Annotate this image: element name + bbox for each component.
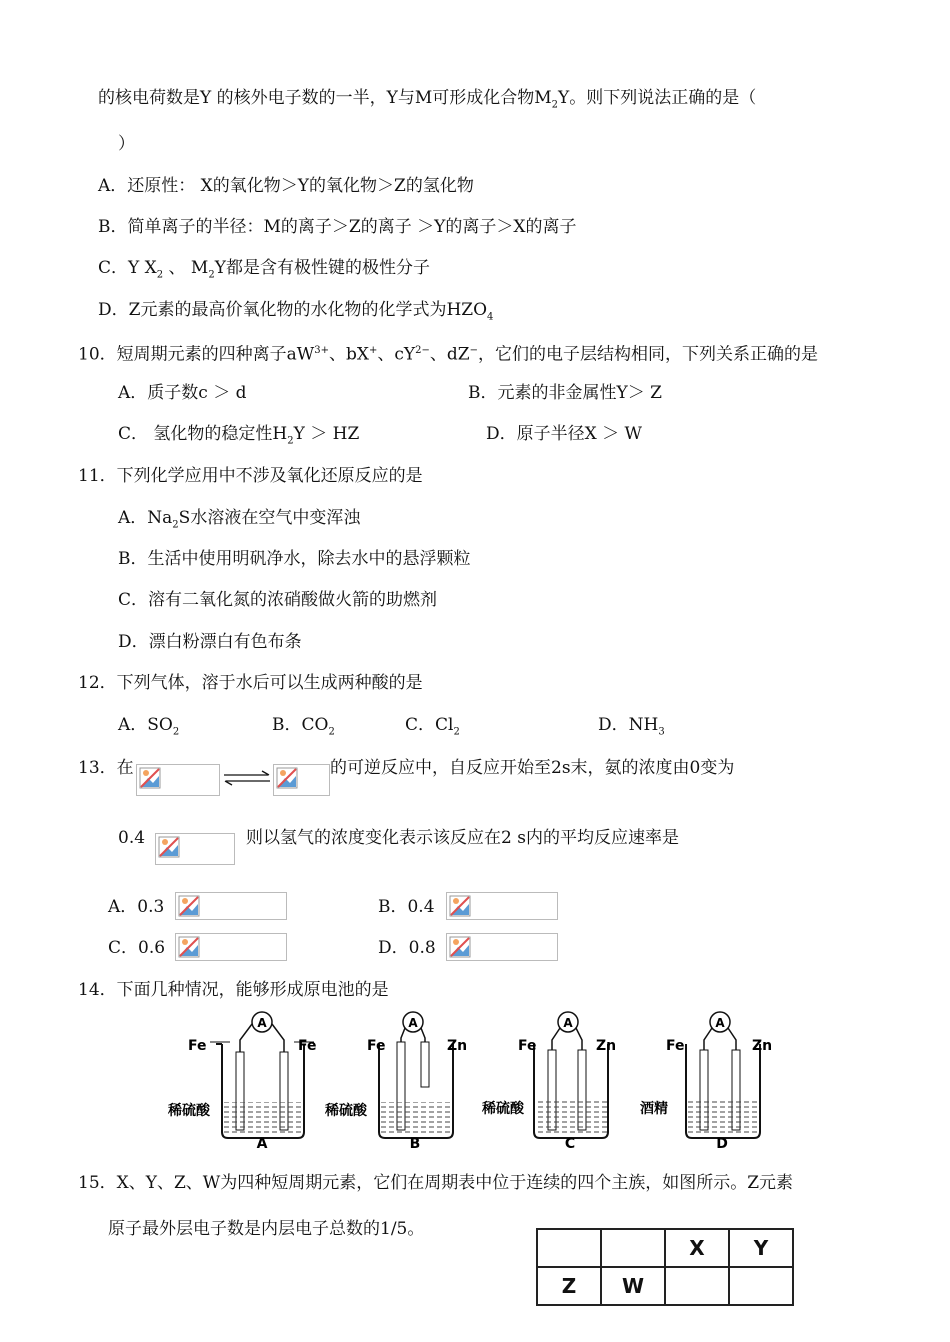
q10-option-a: A．质子数c ＞ d [118, 383, 247, 403]
figure-a-meter: A [257, 1016, 267, 1030]
q13-pre: 在 [116, 758, 134, 778]
q11-opta-end: S水溶液在空气中变浑浊 [178, 508, 361, 528]
figure-d-letter: D [716, 1136, 728, 1150]
q10-sup-d: − [469, 345, 478, 356]
q9-stem-sub: 2 [551, 99, 559, 111]
q12-optd-sub: 3 [658, 726, 665, 738]
table-cell [537, 1229, 601, 1267]
q9-option-b: B．简单离子的半径：M的离子＞Z的离子 ＞Y的离子＞X的离子 [98, 217, 577, 237]
q9-stem-text: 的核电荷数是Y 的核外电子数的一半，Y与M可形成化合物M [98, 88, 552, 108]
q10-sup-c: 2− [415, 345, 430, 356]
figure-b-liquid: 稀硫酸 [325, 1103, 367, 1119]
q9-optc-sub1: 2 [156, 269, 164, 281]
figure-d-right-electrode: Zn [752, 1038, 773, 1054]
q10-sup-b: + [369, 345, 378, 356]
q10-option-b: B．元素的非金属性Y＞ Z [468, 383, 662, 403]
q14-number: 14． [78, 980, 117, 1000]
q12-option-b [272, 714, 335, 743]
broken-image-icon [155, 833, 235, 865]
figure-a-letter: A [256, 1136, 268, 1150]
q11-option-a [118, 507, 360, 536]
periodic-table-fragment [536, 1228, 794, 1306]
table-cell: X [665, 1229, 729, 1267]
q12-optd-text: D．NH [598, 715, 659, 735]
q11-opta-pre: A．Na [118, 508, 173, 528]
q10-option-c [118, 423, 359, 452]
figure-c-letter: C [564, 1136, 576, 1150]
q11-option-b: B．生活中使用明矾净水，除去水中的悬浮颗粒 [118, 549, 471, 569]
q12-option-a [118, 714, 179, 743]
q10-stem-end: ，它们的电子层结构相同，下列关系正确的是 [477, 344, 818, 365]
q14-stem-text: 下面几种情况，能够形成原电池的是 [116, 980, 389, 1000]
figure-b-meter: A [408, 1016, 418, 1030]
q9-stem-line [98, 87, 756, 116]
figure-d [640, 1012, 772, 1150]
q9-optc-sub2: 2 [208, 269, 215, 281]
q12-optc-sub: 2 [453, 726, 460, 738]
q12-optb-text: B．CO [272, 715, 329, 735]
q11-stem-text: 下列化学应用中不涉及氧化还原反应的是 [116, 466, 423, 486]
q9-optd-pre: D．Z元素的最高价氧化物的水化物的化学式为HZO [98, 300, 488, 320]
broken-image-icon [446, 933, 558, 961]
figure-b-letter: B [409, 1136, 421, 1150]
q15-line2: 原子最外层电子数是内层电子总数的1/5。 [108, 1219, 425, 1239]
q9-optc-mid: 、 M [163, 258, 209, 278]
broken-image-icon [446, 892, 558, 920]
q10-optc-end: Y ＞ HZ [293, 424, 360, 444]
table-cell [729, 1267, 793, 1305]
q11-number: 11． [78, 466, 117, 486]
q10-stem-a: 短周期元素的四种离子aW [116, 344, 315, 365]
q10-stem-d: 、dZ [429, 344, 470, 365]
q11-option-c: C．溶有二氧化氮的浓硝酸做火箭的助燃剂 [118, 590, 438, 610]
q9-option-d [98, 299, 493, 328]
q12-stem-text: 下列气体，溶于水后可以生成两种酸的是 [116, 673, 423, 693]
q15-stem-text: X、Y、Z、W为四种短周期元素，它们在周期表中位于连续的四个主族，如图所示。Z元素 [116, 1173, 794, 1193]
galvanic-cell-figures [160, 1010, 800, 1150]
figure-a-left-electrode: Fe [188, 1038, 207, 1054]
figure-d-liquid: 酒精 [640, 1101, 668, 1117]
q15-number: 15． [78, 1173, 117, 1193]
q11-opta-sub: 2 [172, 519, 179, 531]
q9-option-c [98, 257, 430, 286]
figure-b-left-electrode: Fe [367, 1038, 386, 1054]
q10-number: 10． [78, 344, 117, 365]
equilibrium-arrow-icon [222, 770, 272, 786]
figure-c [481, 1012, 616, 1150]
table-cell: W [601, 1267, 665, 1305]
table-cell: Z [537, 1267, 601, 1305]
q12-option-d [598, 714, 665, 743]
broken-image-icon [175, 892, 287, 920]
q11-option-d: D．漂白粉漂白有色布条 [118, 632, 302, 652]
q13-option-c: C．0.6 [108, 938, 166, 958]
figure-a-right-electrode: Fe [298, 1038, 317, 1054]
q12-number: 12． [78, 673, 117, 693]
q10-option-d: D．原子半径X ＞ W [486, 424, 643, 444]
q13-option-a: A．0.3 [108, 897, 165, 917]
q9-stem-end: Y。则下列说法正确的是（ [558, 88, 757, 108]
broken-image-icon [273, 764, 330, 796]
table-row [537, 1229, 793, 1267]
figure-a-liquid: 稀硫酸 [168, 1103, 210, 1119]
q11-stem [78, 465, 423, 487]
q9-option-a: A．还原性： X的氧化物＞Y的氧化物＞Z的氢化物 [98, 176, 474, 196]
q13-number: 13． [78, 758, 117, 778]
q10-optc-sub: 2 [287, 435, 294, 447]
q15-stem [78, 1172, 793, 1194]
q10-stem-b: 、bX [329, 344, 369, 365]
figure-b-right-electrode: Zn [447, 1038, 468, 1054]
figure-c-right-electrode: Zn [596, 1038, 617, 1054]
broken-image-icon [136, 764, 220, 796]
q9-paren-close: ） [118, 134, 135, 154]
q10-stem-c: 、cY [377, 344, 416, 365]
q12-optc-text: C．Cl [405, 715, 454, 735]
table-cell [665, 1267, 729, 1305]
q12-opta-sub: 2 [172, 726, 180, 738]
figure-c-liquid: 稀硫酸 [482, 1101, 524, 1117]
q13-stem-prefix [78, 757, 134, 779]
figure-c-meter: A [563, 1016, 573, 1030]
table-row [537, 1267, 793, 1305]
q13-option-b: B．0.4 [378, 897, 435, 917]
q9-optc-pre: C．Y X [98, 258, 157, 278]
broken-image-icon [175, 933, 287, 961]
q10-optc-pre: C． 氢化物的稳定性H [118, 424, 288, 444]
q10-stem [78, 340, 818, 366]
q13-option-d: D．0.8 [378, 938, 436, 958]
q10-sup-a: 3+ [314, 345, 329, 356]
q9-optc-end: Y都是含有极性键的极性分子 [214, 258, 430, 278]
q9-optd-sub: 4 [487, 311, 494, 323]
q12-opta-text: A．SO [118, 715, 173, 735]
q13-line2-end: 则以氢气的浓度变化表示该反应在2 s内的平均反应速率是 [246, 828, 679, 848]
q12-stem [78, 672, 423, 694]
figure-d-meter: A [715, 1016, 725, 1030]
q14-stem [78, 979, 389, 1001]
figure-d-left-electrode: Fe [666, 1038, 685, 1054]
figure-b [324, 1012, 467, 1150]
table-cell: Y [729, 1229, 793, 1267]
figure-a [167, 1012, 317, 1150]
figure-c-left-electrode: Fe [518, 1038, 537, 1054]
q12-option-c [405, 714, 460, 743]
table-cell [601, 1229, 665, 1267]
q13-line2-pre: 0.4 [118, 828, 146, 848]
q13-stem-end: 的可逆反应中，自反应开始至2s末，氨的浓度由0变为 [330, 758, 735, 778]
q12-optb-sub: 2 [328, 726, 335, 738]
